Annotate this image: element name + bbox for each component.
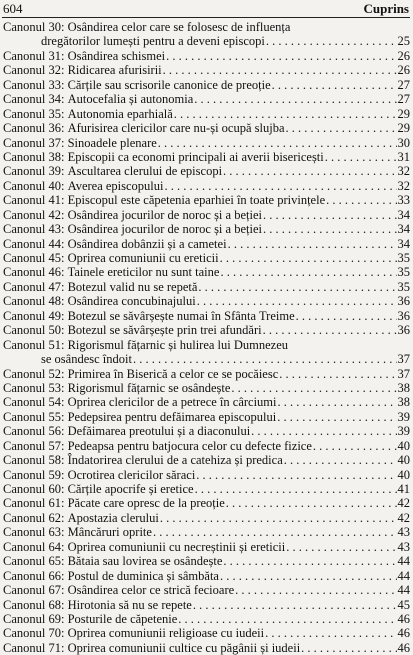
canon-title: Postul de duminica și sâmbăta [67, 568, 219, 583]
dot-leader [272, 78, 397, 92]
page-ref: 36 [397, 294, 410, 309]
page-ref: 31 [397, 149, 410, 164]
toc-entry [3, 92, 410, 106]
canon-label: Canonul 64: [3, 539, 65, 554]
canon-title: Mâncăruri oprite [67, 525, 152, 540]
toc-entry [3, 280, 410, 294]
canon-title: Tainele ereticilor nu sunt taine [67, 265, 220, 280]
canon-label: Canonul 46: [3, 265, 65, 280]
toc-entry-first-line [3, 381, 410, 395]
dot-leader [235, 583, 396, 597]
canon-title: se osândesc îndoit [41, 352, 132, 367]
page-ref: 46 [397, 640, 410, 655]
dot-leader [284, 453, 397, 467]
canon-label: Canonul 58: [3, 453, 65, 468]
canon-title: Ocrotirea clericilor săraci [67, 467, 196, 482]
canon-title: Botezul se săvârșește numai în Sfânta Treime [67, 308, 295, 323]
dot-leader [133, 352, 397, 366]
canon-title: Ridicarea afurisirii [67, 63, 162, 78]
toc-entry [3, 323, 410, 337]
canon-label: Canonul 59: [3, 467, 65, 482]
toc-entry-continuation-line [3, 34, 410, 48]
toc-entry [3, 237, 410, 251]
canon-label: Canonul 39: [3, 164, 65, 179]
dot-leader [158, 136, 397, 150]
canon-title: Pedepsirea pentru defăimarea episcopului [67, 409, 277, 424]
dot-leader [266, 34, 397, 48]
canon-label: Canonul 67: [3, 583, 65, 598]
toc-entry [3, 179, 410, 193]
canon-title: Păcate care opresc de la preoție [67, 496, 225, 511]
canon-title: Îndatorirea clerului de a catehiza și predica [67, 453, 283, 468]
running-title: Cuprins [363, 1, 409, 16]
canon-label: Canonul 49: [3, 308, 65, 323]
toc-entry [3, 598, 410, 612]
dot-leader [278, 395, 397, 409]
canon-label: Canonul 47: [3, 279, 65, 294]
canon-title: Posturile de căpetenie [67, 611, 178, 626]
toc-entry [3, 265, 410, 279]
canon-title: Autocefalia și autonomia [67, 92, 194, 107]
toc-entry-first-line [3, 453, 410, 467]
canon-label: Canonul 43: [3, 222, 65, 237]
dot-leader [279, 367, 396, 381]
dot-leader [178, 612, 396, 626]
page-ref: 46 [397, 626, 410, 641]
canon-title: dregătorilor lumești pentru a deveni episcopi [41, 34, 265, 49]
toc-entry-first-line [3, 569, 410, 583]
page-ref: 36 [397, 308, 410, 323]
toc-entry [3, 482, 410, 496]
toc-entry-first-line [3, 150, 410, 164]
canon-label: Canonul 54: [3, 395, 65, 410]
toc-entry [3, 626, 410, 640]
toc-entry-first-line [3, 554, 410, 568]
page-ref: 34 [397, 207, 410, 222]
canon-label: Canonul 41: [3, 193, 65, 208]
dot-leader [228, 237, 397, 251]
dot-leader [263, 208, 397, 222]
page-ref: 42 [397, 496, 410, 511]
toc-entry [3, 612, 410, 626]
page-ref: 42 [397, 510, 410, 525]
toc-entry [3, 309, 410, 323]
toc-entry [3, 208, 410, 222]
toc-entry [3, 641, 410, 655]
toc-entry [3, 78, 410, 92]
canon-title: Apostazia clerului [67, 510, 159, 525]
toc-entry-first-line [3, 309, 410, 323]
canon-title: Oprirea comuniunii cultice cu păgânii și iudeii [67, 640, 301, 655]
page-ref: 27 [397, 92, 410, 107]
page-ref: 35 [397, 265, 410, 280]
page-ref: 40 [397, 467, 410, 482]
page-ref: 36 [397, 323, 410, 338]
dot-leader [193, 598, 397, 612]
toc-entry [3, 193, 410, 207]
toc-entry-first-line [3, 107, 410, 121]
canon-label: Canonul 61: [3, 496, 65, 511]
canon-label: Canonul 34: [3, 92, 65, 107]
page-ref: 33 [397, 193, 410, 208]
canon-label: Canonul 53: [3, 380, 65, 395]
canon-label: Canonul 62: [3, 510, 65, 525]
page-ref: 30 [397, 135, 410, 150]
toc-entry-first-line [3, 251, 410, 265]
canon-label: Canonul 31: [3, 48, 65, 63]
canon-title: Osândirea jocurilor de noroc și a beției [67, 222, 262, 237]
canon-label: Canonul 63: [3, 525, 65, 540]
toc-entry [3, 222, 410, 236]
toc-entry [3, 367, 410, 381]
canon-label: Canonul 40: [3, 178, 65, 193]
toc-entry-first-line [3, 121, 410, 135]
dot-leader [194, 92, 396, 106]
canon-label: Canonul 42: [3, 207, 65, 222]
canon-label: Canonul 52: [3, 366, 65, 381]
dot-leader [223, 554, 396, 568]
canon-title: Rigorismul fățarnic și hulirea lui Dumnezeu [67, 337, 289, 352]
toc-entry-first-line [3, 193, 410, 207]
running-header [3, 1, 409, 17]
toc-entry [3, 525, 410, 539]
canon-title: Osândirea celor care se folosesc de influența [67, 20, 291, 34]
toc-entry-first-line [3, 338, 410, 352]
canon-title: Oprirea comuniunii cu necreștinii și ereticii [67, 539, 286, 554]
toc-entry [3, 164, 410, 178]
dot-leader [195, 482, 397, 496]
canon-label: Canonul 69: [3, 611, 65, 626]
toc-entry [3, 251, 410, 265]
page-ref: 26 [397, 48, 410, 63]
toc-entry-first-line [3, 598, 410, 612]
page-ref: 44 [397, 568, 410, 583]
canon-title: Oprirea comuniunii cu ereticii [67, 251, 219, 265]
canon-title: Afurisirea clericilor care nu-și ocupă slujba [67, 121, 285, 136]
toc-entry-first-line [3, 468, 410, 482]
canon-title: Osândirea dobânzii și a cametei [67, 236, 227, 251]
toc-entry-continuation-line [3, 352, 410, 366]
canon-label: Canonul 44: [3, 236, 65, 251]
toc-entry-first-line [3, 439, 410, 453]
canon-label: Canonul 57: [3, 438, 65, 453]
page-ref: 44 [397, 554, 410, 569]
toc-entry [3, 338, 410, 367]
dot-leader [226, 496, 397, 510]
canon-label: Canonul 37: [3, 135, 65, 150]
toc-entry [3, 49, 410, 63]
canon-label: Canonul 55: [3, 409, 65, 424]
toc-entry [3, 453, 410, 467]
toc-entry-first-line [3, 63, 410, 77]
dot-leader [231, 381, 396, 395]
canon-title: Botezul se săvârșește prin trei afundări [67, 323, 262, 338]
toc-entry-first-line [3, 540, 410, 554]
dot-leader [251, 424, 396, 438]
dot-leader [326, 193, 396, 207]
page-ref: 38 [397, 380, 410, 395]
canon-label: Canonul 71: [3, 640, 65, 655]
dot-leader [277, 410, 396, 424]
toc-entry-first-line [3, 641, 410, 655]
canon-title: Sinoadele plenare [67, 135, 157, 150]
canon-label: Canonul 48: [3, 294, 65, 309]
toc-entry [3, 63, 410, 77]
toc-entry [3, 150, 410, 164]
dot-leader [325, 150, 397, 164]
page-ref: 34 [397, 222, 410, 237]
canon-label: Canonul 50: [3, 323, 65, 338]
toc-entry-first-line [3, 612, 410, 626]
page-ref: 43 [397, 525, 410, 540]
canon-title: Oprirea comuniunii religioase cu iudeii [67, 626, 265, 641]
canon-title: Cărțile sau scrisorile canonice de preoție [67, 77, 271, 92]
toc-entry [3, 569, 410, 583]
dot-leader [174, 107, 397, 121]
page-ref: 38 [397, 395, 410, 410]
dot-leader [313, 439, 397, 453]
page-number: 604 [3, 1, 23, 16]
toc-entry-first-line [3, 626, 410, 640]
canon-title: Hirotonia să nu se repete [67, 597, 192, 612]
toc-entry-first-line [3, 511, 410, 525]
page-ref: 40 [397, 453, 410, 468]
page-ref: 26 [397, 63, 410, 78]
canon-title: Autonomia eparhială [67, 106, 173, 121]
canon-label: Canonul 51: [3, 337, 65, 352]
canon-label: Canonul 33: [3, 77, 65, 92]
toc-entry-first-line [3, 208, 410, 222]
page-ref: 45 [397, 597, 410, 612]
dot-leader [220, 265, 396, 279]
canon-label: Canonul 65: [3, 554, 65, 569]
toc-entry-first-line [3, 179, 410, 193]
canon-label: Canonul 36: [3, 121, 65, 136]
toc-entry [3, 583, 410, 597]
toc-entry-first-line [3, 410, 410, 424]
page-ref: 39 [397, 424, 410, 439]
toc-entry [3, 468, 410, 482]
dot-leader [165, 179, 397, 193]
page-ref: 43 [397, 539, 410, 554]
canon-title: Botezul valid nu se repetă [67, 279, 198, 294]
toc-entry-first-line [3, 482, 410, 496]
header-rule [2, 17, 410, 18]
canon-label: Canonul 68: [3, 597, 65, 612]
canon-title: Averea episcopului [67, 178, 164, 193]
dot-leader [198, 280, 396, 294]
canon-label: Canonul 30: [3, 20, 65, 34]
canon-title: Ascultarea clerului de episcopi [67, 164, 223, 179]
toc-entry-first-line [3, 222, 410, 236]
canon-label: Canonul 66: [3, 568, 65, 583]
page-ref: 46 [397, 611, 410, 626]
canon-title: Episcopul este căpetenia eparhiei în toate privințele [67, 193, 326, 208]
table-of-contents [3, 20, 410, 655]
dot-leader [263, 222, 397, 236]
toc-entry [3, 540, 410, 554]
dot-leader [301, 641, 396, 655]
toc-entry-first-line [3, 280, 410, 294]
canon-label: Canonul 38: [3, 149, 65, 164]
dot-leader [153, 525, 397, 539]
canon-title: Bătaia sau lovirea se osândește [67, 554, 223, 569]
dot-leader [296, 309, 397, 323]
toc-entry-first-line [3, 20, 410, 34]
toc-entry-first-line [3, 395, 410, 409]
page-ref: 35 [397, 251, 410, 265]
dot-leader [223, 164, 396, 178]
canon-label: Canonul 35: [3, 106, 65, 121]
toc-entry [3, 121, 410, 135]
dot-leader [286, 121, 397, 135]
dot-leader [220, 251, 397, 265]
page-ref: 29 [397, 106, 410, 121]
toc-entry-first-line [3, 496, 410, 510]
page-ref: 37 [397, 352, 410, 367]
canon-title: Osândirea concubinajului [67, 294, 196, 309]
toc-entry-first-line [3, 136, 410, 150]
dot-leader [160, 511, 397, 525]
canon-label: Canonul 60: [3, 482, 65, 496]
canon-title: Cărțile apocrife și eretice [67, 482, 194, 496]
dot-leader [197, 294, 397, 308]
canon-label: Canonul 70: [3, 626, 65, 641]
canon-title: Osândirea schismei [67, 48, 166, 63]
canon-label: Canonul 45: [3, 251, 65, 265]
toc-entry-first-line [3, 525, 410, 539]
dot-leader [220, 569, 397, 583]
dot-leader [163, 63, 397, 77]
toc-entry [3, 511, 410, 525]
canon-title: Osândirea celor ce strică fecioare [67, 583, 235, 598]
page-ref: 37 [397, 366, 410, 381]
page-ref: 40 [397, 438, 410, 453]
toc-entry [3, 424, 410, 438]
toc-entry [3, 410, 410, 424]
page-ref: 41 [397, 482, 410, 496]
canon-title: Osândirea jocurilor de noroc și a beției [67, 207, 262, 222]
canon-title: Defăimarea preotului și a diaconului [67, 424, 251, 439]
toc-entry-first-line [3, 294, 410, 308]
canon-title: Rigorismul fățarnic se osândește [67, 380, 231, 395]
dot-leader [286, 540, 396, 554]
canon-label: Canonul 56: [3, 424, 65, 439]
dot-leader [166, 49, 396, 63]
toc-entry [3, 439, 410, 453]
page-ref: 32 [397, 164, 410, 179]
canon-label: Canonul 32: [3, 63, 65, 78]
canon-title: Episcopii ca economi principali ai averii bisericești [67, 149, 324, 164]
toc-entry [3, 136, 410, 150]
page-ref: 29 [397, 121, 410, 136]
page-ref: 25 [397, 34, 410, 49]
page-ref: 34 [397, 236, 410, 251]
canon-title: Pedeapsa pentru batjocura celor cu defecte fizice [67, 438, 312, 453]
page-ref: 32 [397, 178, 410, 193]
toc-entry-first-line [3, 164, 410, 178]
toc-entry-first-line [3, 583, 410, 597]
canon-title: Oprirea clericilor de a petrece în cârciumi [67, 395, 277, 410]
toc-entry-first-line [3, 49, 410, 63]
toc-entry-first-line [3, 265, 410, 279]
toc-entry-first-line [3, 367, 410, 381]
toc-entry [3, 107, 410, 121]
page-ref: 27 [397, 77, 410, 92]
toc-entry [3, 20, 410, 49]
toc-entry-first-line [3, 323, 410, 337]
toc-entry-first-line [3, 92, 410, 106]
toc-entry [3, 294, 410, 308]
toc-entry [3, 554, 410, 568]
toc-entry-first-line [3, 424, 410, 438]
toc-entry [3, 381, 410, 395]
dot-leader [265, 626, 396, 640]
page-ref: 35 [397, 279, 410, 294]
toc-entry-first-line [3, 237, 410, 251]
toc-entry-first-line [3, 78, 410, 92]
dot-leader [196, 468, 396, 482]
toc-entry [3, 395, 410, 409]
page-ref: 44 [397, 583, 410, 598]
dot-leader [263, 323, 397, 337]
page-ref: 39 [397, 409, 410, 424]
toc-entry [3, 496, 410, 510]
canon-title: Primirea în Biserică a celor ce se pocăiesc [67, 366, 279, 381]
